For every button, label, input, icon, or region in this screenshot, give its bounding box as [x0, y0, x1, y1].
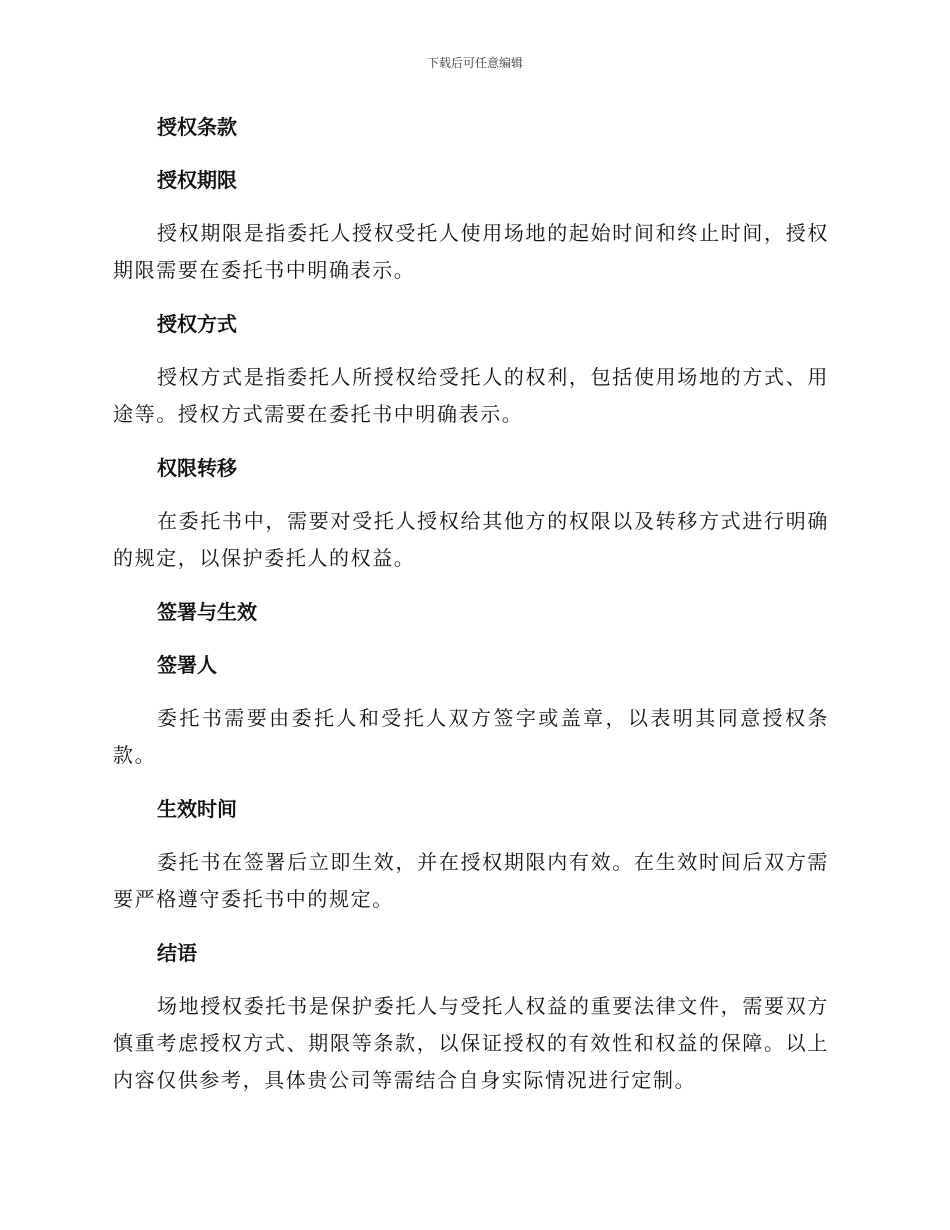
paragraph-method: 授权方式是指委托人所授权给受托人的权利，包括使用场地的方式、用途等。授权方式需要在委托书中明确表示。 — [113, 365, 829, 426]
section-heading-authorization-terms: 授权条款 — [157, 115, 237, 139]
paragraph-conclusion: 场地授权委托书是保护委托人与受托人权益的重要法律文件，需要双方慎重考虑授权方式、期限等条款，以保证授权的有效性和权益的保障。以上内容仅供参考，具体贵公司等需结合自身实际情况进行定制。 — [113, 994, 829, 1092]
section-heading-transfer: 权限转移 — [157, 456, 237, 480]
section-heading-signing-effect: 签署与生效 — [157, 600, 257, 624]
paragraph-effective-time: 委托书在签署后立即生效，并在授权期限内有效。在生效时间后双方需要严格遵守委托书中的规定。 — [113, 850, 829, 911]
section-heading-method: 授权方式 — [157, 312, 237, 336]
page-header: 下载后可任意编辑 — [426, 56, 523, 70]
paragraph-term: 授权期限是指委托人授权受托人使用场地的起始时间和终止时间，授权期限需要在委托书中明确表示。 — [113, 221, 829, 282]
document-body — [113, 109, 829, 1116]
section-heading-term: 授权期限 — [157, 168, 237, 192]
section-heading-effective-time: 生效时间 — [157, 797, 237, 821]
section-heading-conclusion: 结语 — [157, 941, 197, 965]
paragraph-transfer: 在委托书中，需要对受托人授权给其他方的权限以及转移方式进行明确的规定，以保护委托人的权益。 — [113, 509, 829, 570]
paragraph-signatory: 委托书需要由委托人和受托人双方签字或盖章，以表明其同意授权条款。 — [113, 706, 829, 767]
section-heading-signatory: 签署人 — [157, 653, 217, 677]
